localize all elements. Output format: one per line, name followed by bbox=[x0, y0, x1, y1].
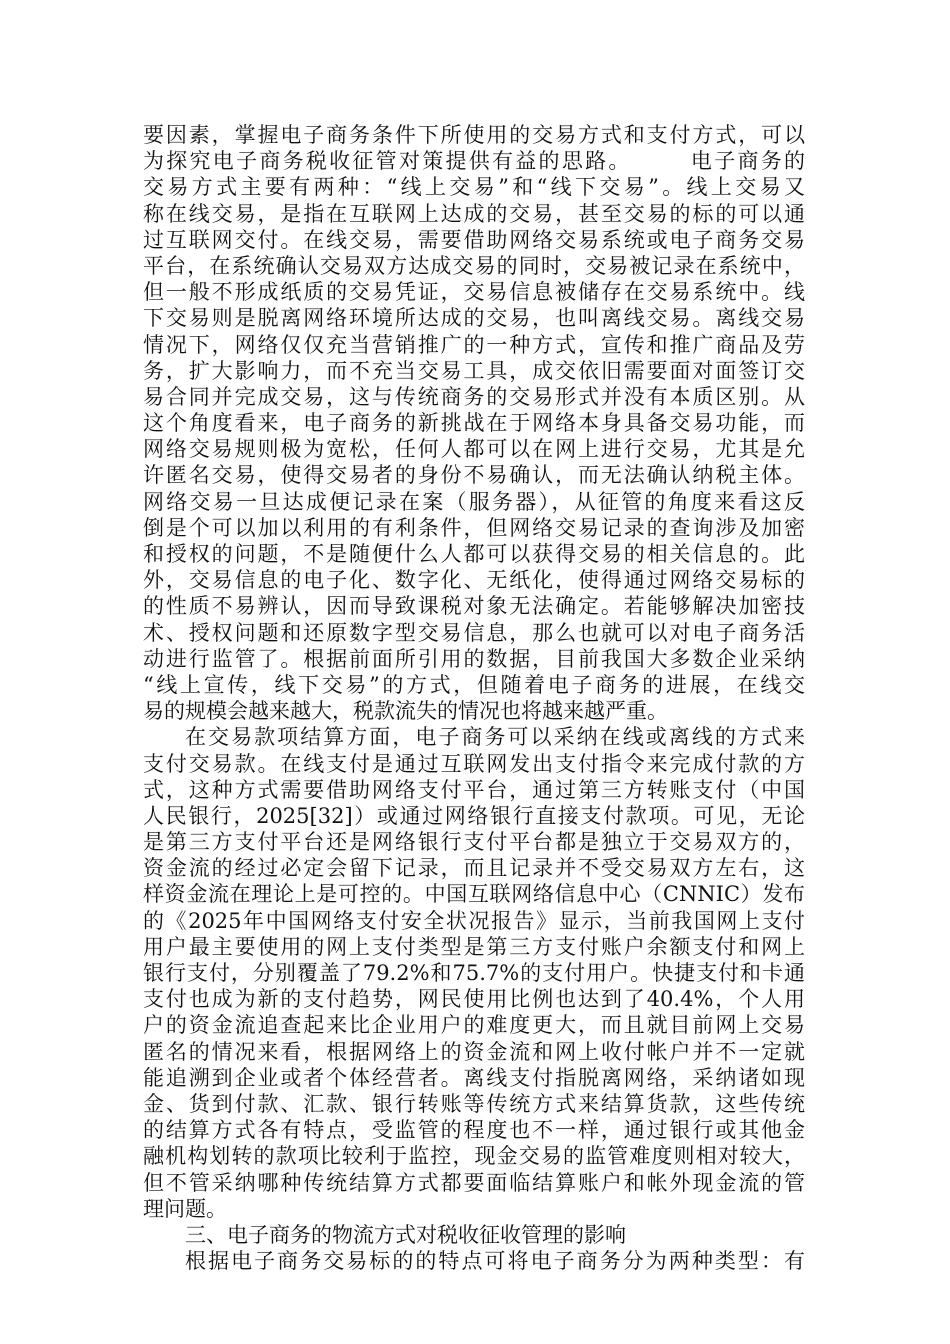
text-line: “线上宣传，线下交易”的方式，但随着电子商务的进展，在线交 bbox=[143, 672, 805, 697]
text-line: 平台，在系统确认交易双方达成交易的同时，交易被记录在系统中， bbox=[143, 253, 805, 278]
paragraph-first-line: 根据电子商务交易标的的特点可将电子商务分为两种类型：有 bbox=[185, 1249, 805, 1274]
text-line: 能追溯到企业或者个体经营者。离线支付指脱离网络，采纳诸如现 bbox=[143, 1065, 805, 1090]
text-line: 但不管采纳哪种传统结算方式都要面临结算账户和帐外现金流的管 bbox=[143, 1170, 805, 1195]
text-line: 外，交易信息的电子化、数字化、无纸化，使得通过网络交易标的 bbox=[143, 568, 805, 593]
text-line: 金、货到付款、汇款、银行转账等传统方式来结算货款，这些传统 bbox=[143, 1091, 805, 1116]
text-line: 要因素，掌握电子商务条件下所使用的交易方式和支付方式，可以 bbox=[143, 123, 805, 147]
text-line: 这个角度看来，电子商务的新挑战在于网络本身具备交易功能，而 bbox=[143, 411, 805, 436]
text-line: 易合同并完成交易，这与传统商务的交易形式并没有本质区别。从 bbox=[143, 384, 805, 409]
text-line: 融机构划转的款项比较利于监控，现金交易的监管难度则相对较大， bbox=[143, 1144, 805, 1169]
text-line: 支付交易款。在线支付是通过互联网发出支付指令来完成付款的方 bbox=[143, 751, 805, 776]
text-line: 但一般不形成纸质的交易凭证，交易信息被储存在交易系统中。线 bbox=[143, 280, 805, 305]
text-line: 称在线交易，是指在互联网上达成的交易，甚至交易的标的可以通 bbox=[143, 201, 805, 226]
text-line: 情况下，网络仅仅充当营销推广的一种方式，宣传和推广商品及劳 bbox=[143, 332, 805, 357]
text-line: 银行支付，分别覆盖了79.2%和75.7%的支付用户。快捷支付和卡通 bbox=[143, 961, 805, 985]
text-line: 倒是个可以加以利用的有利条件，但网络交易记录的查询涉及加密 bbox=[143, 515, 805, 540]
text-line: 资金流的经过必定会留下记录，而且记录并不受交易双方左右，这 bbox=[143, 856, 805, 881]
text-line: 的《2025年中国网络支付安全状况报告》显示，当前我国网上支付 bbox=[143, 908, 805, 933]
text-line: 易的规模会越来越大，税款流失的情况也将越来越严重。 bbox=[143, 699, 668, 724]
text-line: 是第三方支付平台还是网络银行支付平台都是独立于交易双方的， bbox=[143, 830, 805, 855]
text-line: 过互联网交付。在线交易，需要借助网络交易系统或电子商务交易 bbox=[143, 227, 805, 252]
text-line: 户的资金流追查起来比企业用户的难度更大，而且就目前网上交易 bbox=[143, 1013, 805, 1038]
text-line: 人民银行，2025[32]）或通过网络银行直接支付款项。可见，无论 bbox=[143, 803, 805, 828]
text-line: 网络交易规则极为宽松，任何人都可以在网上进行交易，尤其是允 bbox=[143, 437, 805, 462]
text-line: 动进行监管了。根据前面所引用的数据，目前我国大多数企业采纳 bbox=[143, 646, 805, 671]
text-line: 为探究电子商务税收征管对策提供有益的思路。 电子商务的 bbox=[143, 149, 805, 174]
text-line: 下交易则是脱离网络环境所达成的交易，也叫离线交易。离线交易 bbox=[143, 306, 805, 331]
text-line: 样资金流在理论上是可控的。中国互联网络信息中心（CNNIC）发布 bbox=[143, 882, 805, 907]
text-line: 用户最主要使用的网上支付类型是第三方支付账户余额支付和网上 bbox=[143, 934, 805, 959]
document-page bbox=[143, 122, 805, 1274]
text-line: 网络交易一旦达成便记录在案（服务器），从征管的角度来看这反 bbox=[143, 489, 805, 514]
paragraph-first-line: 在交易款项结算方面，电子商务可以采纳在线或离线的方式来 bbox=[185, 725, 805, 750]
text-line: 理问题。 bbox=[143, 1196, 227, 1221]
text-line: 匿名的情况来看，根据网络上的资金流和网上收付帐户并不一定就 bbox=[143, 1039, 805, 1064]
text-line: 务，扩大影响力，而不充当交易工具，成交依旧需要面对面签订交 bbox=[143, 358, 805, 383]
text-line: 的结算方式各有特点，受监管的程度也不一样，通过银行或其他金 bbox=[143, 1118, 805, 1143]
text-line: 支付也成为新的支付趋势，网民使用比例也达到了40.4%，个人用 bbox=[143, 987, 805, 1012]
text-line: 许匿名交易，使得交易者的身份不易确认，而无法确认纳税主体。 bbox=[143, 463, 805, 488]
text-line: 和授权的问题，不是随便什么人都可以获得交易的相关信息的。此 bbox=[143, 542, 805, 566]
section-heading: 三、电子商务的物流方式对税收征收管理的影响 bbox=[185, 1222, 626, 1247]
text-line: 术、授权问题和还原数字型交易信息，那么也就可以对电子商务活 bbox=[143, 620, 805, 645]
text-line: 式，这种方式需要借助网络支付平台，通过第三方转账支付（中国 bbox=[143, 777, 805, 802]
text-line: 交易方式主要有两种：“线上交易”和“线下交易”。线上交易又 bbox=[143, 175, 805, 200]
text-line: 的性质不易辨认，因而导致课税对象无法确定。若能够解决加密技 bbox=[143, 594, 805, 619]
